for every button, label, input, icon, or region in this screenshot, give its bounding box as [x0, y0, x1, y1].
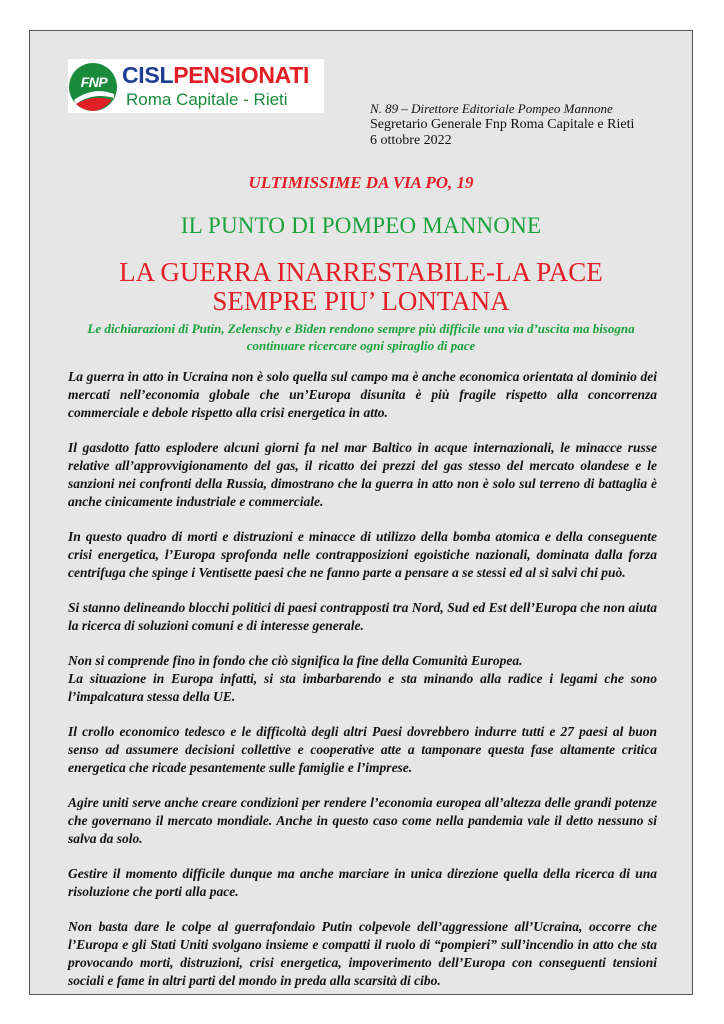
- column-title: IL PUNTO DI POMPEO MANNONE: [180, 213, 542, 238]
- subheadline: Le dichiarazioni di Putin, Zelenschy e Biden rendono sempre più difficile una via d’uscita ma bisogna continuare ricercare ogni spiraglio di pace: [87, 321, 635, 353]
- fnp-badge-text: FNP: [80, 74, 108, 90]
- paragraph: La guerra in atto in Ucraina non è solo quella sul campo ma è anche economica orientata al dominio dei mercati nell’economia globale che un’Europa disunita è più fragile rispetto alla concorrenza commerciale e debole rispetto alla crisi energetica in atto.: [68, 369, 657, 420]
- brand-pensionati: PENSIONATI: [173, 62, 310, 88]
- paragraph: In questo quadro di morti e distruzioni e minacce di utilizzo della bomba atomica e della conseguente crisi energetica, l’Europa sprofonda nelle contrapposizioni egoistiche nazionali, dominata dalla forza centrifuga che spinge i Ventisette paesi che ne fanno parte a pensare a se stessi ed al si salvi chi può.: [68, 529, 657, 580]
- brand-name: [122, 61, 309, 89]
- brand-cisl: CISL: [122, 62, 174, 88]
- editorial-header: [370, 101, 634, 149]
- paragraph: Agire uniti serve anche creare condizioni per rendere l’economia europea all’altezza delle grandi potenze che governano il mercato mondiale. Anche in questo caso come nella pandemia vale il detto nessuno si salva da solo.: [68, 795, 657, 846]
- brand-region: Roma Capitale - Rieti: [126, 90, 288, 109]
- paragraph-pair: [68, 652, 657, 706]
- paragraph: Il gasdotto fatto esplodere alcuni giorni fa nel mar Baltico in acque internazionali, le minacce russe relative all’approvvigionamento del gas, il ricatto dei prezzi del gas stesso del mercato olandese e le sanzioni nei confronti della Russia, dimostrano che la guerra in atto non è solo sul terreno di battaglia è anche cinicamente industriale e commerciale.: [68, 440, 657, 509]
- headline-line-1: LA GUERRA INARRESTABILE-LA PACE: [119, 257, 603, 287]
- paragraph: Si stanno delineando blocchi politici di paesi contrapposti tra Nord, Sud ed Est dell’Europa che non aiuta la ricerca di soluzioni comuni e di interesse generale.: [68, 600, 657, 633]
- paragraph-line: Non si comprende fino in fondo che ciò significa la fine della Comunità Europea.: [68, 653, 523, 668]
- headline-line-2: SEMPRE PIU’ LONTANA: [212, 286, 510, 316]
- kicker: ULTIMISSIME DA VIA PO, 19: [248, 173, 474, 192]
- author-role: Segretario Generale Fnp Roma Capitale e Rieti: [370, 117, 635, 132]
- paragraph-line: La situazione in Europa infatti, si sta imbarbarendo e sta minando alla radice i legami che sono l’impalcatura stessa della UE.: [68, 671, 657, 704]
- headline: [30, 258, 692, 316]
- publication-date: 6 ottobre 2022: [370, 133, 452, 148]
- article-body: [68, 368, 657, 1007]
- fnp-cisl-logo: [68, 59, 324, 113]
- paragraph: Il crollo economico tedesco e le difficoltà degli altri Paesi dovrebbero indurre tutti e 27 paesi al buon senso ad assumere decisioni collettive e cooperative atte a tamponare questa fase altamente critica energetica che ricade pesantemente sulle famiglie e l’imprese.: [68, 724, 657, 775]
- paragraph: Gestire il momento difficile dunque ma anche marciare in unica direzione quella della ricerca di una risoluzione che porti alla pace.: [68, 866, 657, 899]
- document-page: [29, 30, 693, 995]
- paragraph: Non basta dare le colpe al guerrafondaio Putin colpevole dell’aggressione all’Ucraina, occorre che l’Europa e gli Stati Uniti svolgano insieme e compatti il ruolo di “pompieri” sull’incendio in atto che sta provocando morti, distruzioni, crisi energetica, impoverimento dell’Europa con conseguenti tensioni sociali e fame in altri parti del mondo in preda alla scarsità di cibo.: [68, 919, 657, 988]
- issue-line: N. 89 – Direttore Editoriale Pompeo Mannone: [370, 101, 613, 116]
